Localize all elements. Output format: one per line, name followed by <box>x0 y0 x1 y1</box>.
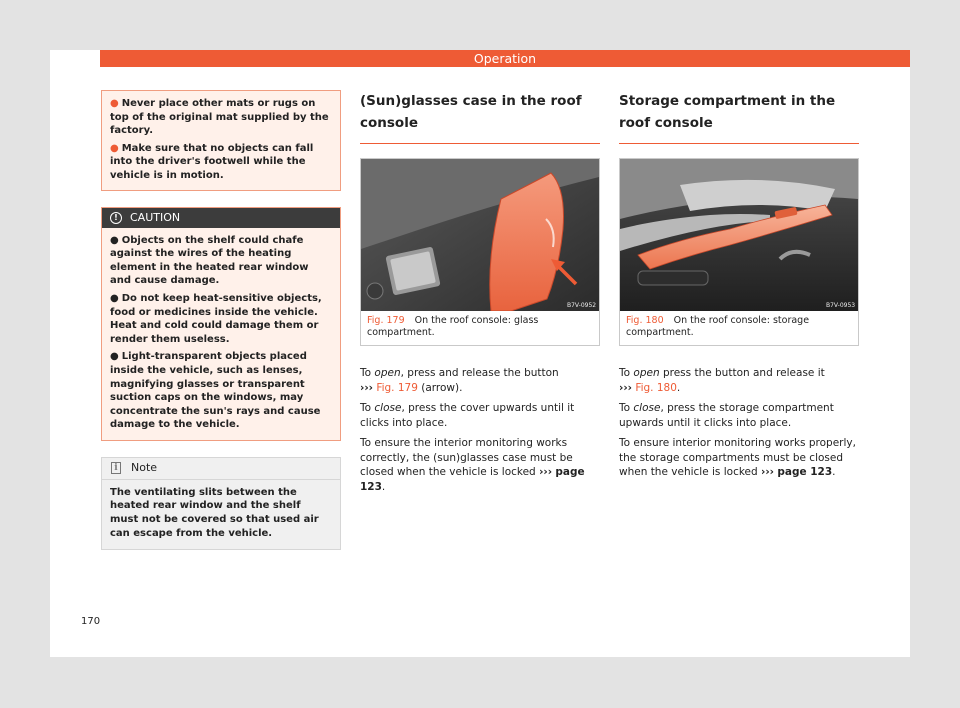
caution-item: ● Do not keep heat-sensitive objects, food or medicines inside the vehicle. Heat and cold could damage them or render them useless. <box>110 292 322 345</box>
figure-link[interactable]: Fig. 179 <box>376 381 418 394</box>
image-code: B7V-0953 <box>826 302 856 309</box>
body-text <box>619 366 859 480</box>
page-link[interactable]: page 123 <box>360 466 585 493</box>
paragraph-open: To open, press and release the button ››› Fig. 179 (arrow). <box>360 367 559 394</box>
figure-number: Fig. 180 <box>626 315 664 326</box>
caution-title: CAUTION <box>130 210 181 224</box>
paragraph-open: To open press the button and release it ››› Fig. 180. <box>619 367 825 394</box>
warning-item: ● Make sure that no objects can fall into the driver's footwell while the vehicle is in motion. <box>110 142 314 181</box>
caution-body <box>102 228 340 440</box>
column-middle <box>360 90 600 500</box>
warning-item: ● Never place other mats or rugs on top of the original mat supplied by the factory. <box>110 98 329 137</box>
figure-link[interactable]: Fig. 180 <box>635 381 677 394</box>
paragraph-monitoring: To ensure the interior monitoring works correctly, the (sun)glasses case must be closed when the vehicle is locked ››› page 123. <box>360 437 585 493</box>
roof-console-storage-image <box>620 159 858 311</box>
caution-header <box>102 208 340 228</box>
bullet-icon: ● <box>110 351 119 363</box>
bullet-icon: ● <box>110 234 119 246</box>
figure-caption-text: On the roof console: storage compartment. <box>626 315 810 338</box>
figure-179 <box>360 158 600 346</box>
figure-180 <box>619 158 859 346</box>
page-number: 170 <box>81 616 101 627</box>
figure-number: Fig. 179 <box>367 315 405 326</box>
page-link[interactable]: page 123 <box>777 466 833 478</box>
body-text <box>360 366 600 494</box>
image-code: B7V-0952 <box>567 302 597 309</box>
bullet-icon: ● <box>110 292 119 304</box>
exclamation-circle-icon: ! <box>110 212 122 224</box>
note-title: Note <box>131 461 158 475</box>
xref-arrow: ››› <box>539 466 553 478</box>
xref-arrow: ››› <box>360 381 373 394</box>
xref-arrow: ››› <box>619 381 632 394</box>
roof-console-glasses-case-image <box>361 159 599 311</box>
bullet-icon: ● <box>110 142 119 154</box>
paragraph-close: To close, press the storage compartment upwards until it clicks into place. <box>619 402 834 429</box>
column-left <box>101 90 341 550</box>
bullet-icon: ● <box>110 98 119 109</box>
warning-box-continued <box>101 90 341 191</box>
paragraph-close: To close, press the cover upwards until it clicks into place. <box>360 402 575 429</box>
caution-item: ● Light-transparent objects placed inside the vehicle, such as lenses, magnifying glasses or transparent suction caps on the windows, may concentrate the sun's rays and cause damage to the vehicle. <box>110 351 321 431</box>
info-icon: i <box>111 462 121 474</box>
column-right <box>619 90 859 486</box>
xref-arrow: ››› <box>761 466 774 478</box>
figure-caption-text: On the roof console: glass compartment. <box>367 315 539 338</box>
section-title-glasses-case: (Sun)glasses case in the roof console <box>360 90 600 144</box>
note-text: The ventilating slits between the heated rear window and the shelf must not be covered so that used air can escape from the vehicle. <box>110 486 319 539</box>
section-title-storage-compartment: Storage compartment in the roof console <box>619 90 859 144</box>
manual-page <box>50 50 910 657</box>
caution-box <box>101 207 341 441</box>
paragraph-monitoring: To ensure interior monitoring works properly, the storage compartments must be closed when the vehicle is locked ››› page 123. <box>619 437 856 478</box>
caution-item: ● Objects on the shelf could chafe against the wires of the heating element in the heated rear window and cause damage. <box>110 234 309 287</box>
figure-caption <box>620 311 858 345</box>
figure-caption <box>361 311 599 345</box>
section-header: Operation <box>100 50 910 67</box>
note-header <box>102 458 340 480</box>
note-box <box>101 457 341 550</box>
